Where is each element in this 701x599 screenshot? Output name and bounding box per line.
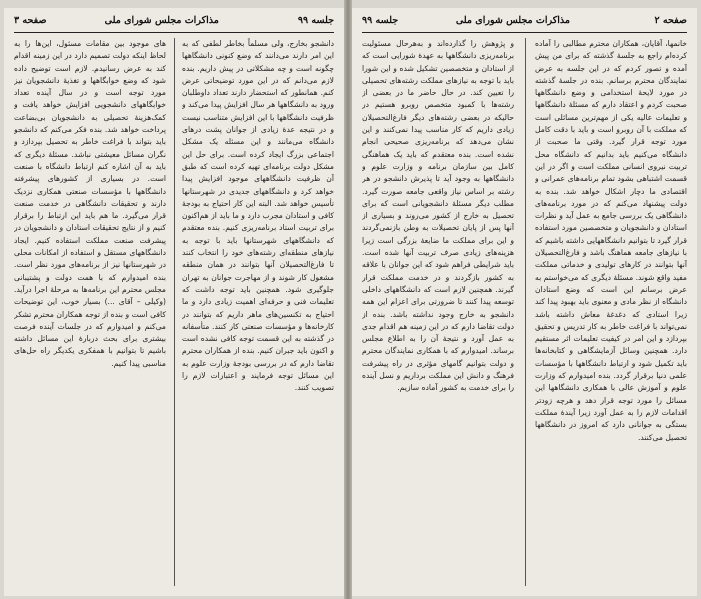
- right-page-header: [362, 14, 687, 30]
- column-text: دانشجو بخارج، ولی مسلماً بخاطر لطفی که به این امر دارند می‌دانند که وضع کنونی دانشگاهها چگونه است و چه مشکلاتی در پیش داریم. بنده لازم می‌دانم که در این مورد توضیحاتی عرض کنم. همانطور که استحضار دارند تعداد داوطلبان ورود به دانشگاهها هر سال افزایش پیدا می‌کند و ظرفیت دانشگاهها با این افزایش متناسب نیست و در نتیجه عدهٔ زیادی از جوانان پشت درهای دانشگاه می‌مانند و این مسئله یک مشکل اجتماعی بزرگ ایجاد کرده است. برای حل این مشکل دولت برنامه‌ای تهیه کرده است که طبق آن ظرفیت دانشگاههای موجود افزایش پیدا خواهد کرد و دانشگاههای جدیدی در شهرستانها تأسیس خواهد شد. البته این کار احتیاج به بودجهٔ کافی و استادان مجرب دارد و ما باید از هم‌اکنون برای تربیت استاد برنامه‌ریزی کنیم. بنده معتقدم که دانشگاههای شهرستانها باید با توجه به نیازهای منطقه‌ای رشته‌های خود را انتخاب کنند تا فارغ‌التحصیلان آنها بتوانند در همان منطقه مشغول کار شوند و از مهاجرت جوانان به تهران جلوگیری شود. همچنین باید توجه داشت که تعلیمات فنی و حرفه‌ای اهمیت زیادی دارد و ما احتیاج به تکنسین‌های ماهر داریم که بتوانند در کارخانه‌ها و مؤسسات صنعتی کار کنند. متأسفانه در گذشته به این قسمت توجه کافی نشده است و اکنون باید جبران کنیم. بنده از همکاران محترم تقاضا دارم که در بررسی بودجهٔ وزارت علوم به این مسائل توجه فرمایند و اعتبارات لازم را تصویب کنند.: [182, 39, 334, 393]
- right-page: [352, 8, 697, 596]
- left-page-header: [14, 14, 334, 30]
- page-number: صفحه ۲: [654, 15, 687, 26]
- book-gutter: [344, 0, 352, 599]
- column-divider: [174, 38, 175, 586]
- running-title: مذاکرات مجلس شورای ملی: [104, 15, 219, 26]
- column-text: خانمها، آقایان، همکاران محترم مطالبی را آماده کرده‌ام راجع به جلسهٔ گذشته که برای من پیش آمده و تصور کردم که در این جلسه به عرض نمایندگان محترم برسانم. بنده در جلسهٔ گذشته در مورد لایحهٔ استخدامی و وضع دانشگاهها صحبت کردم و اعتقاد دارم که مسئلهٔ دانشگاهها و تعلیمات عالیه یکی از مهم‌ترین مسائلی است که مملکت با آن روبرو است و باید با دقت کامل مورد توجه قرار گیرد. وقتی ما صحبت از دانشگاه می‌کنیم باید بدانیم که دانشگاه محل تربیت نیروی انسانی مملکت است و اگر در این قسمت اشتباهی بشود تمام برنامه‌های عمرانی و اقتصادی ما دچار اشکال خواهد شد. بنده به دولت پیشنهاد می‌کنم که در مورد برنامه‌های دانشگاهی یک بررسی جامع به عمل آید و نظرات استادان و دانشجویان و متخصصین مورد استفاده قرار گیرد تا بتوانیم دانشگاههایی داشته باشیم که با نیازهای جامعه هماهنگ باشد و فارغ‌التحصیلان آنها بتوانند در کارهای تولیدی و خدماتی مملکت مفید واقع شوند. مسئلهٔ دیگری که می‌خواستم به عرض برسانم این است که وضع استادان دانشگاه از نظر مادی و معنوی باید بهبود پیدا کند زیرا استادی که دغدغهٔ معاش داشته باشد نمی‌تواند با فراغت خاطر به کار تدریس و تحقیق بپردازد و این امر در کیفیت تعلیمات اثر مستقیم دارد. همچنین وسائل آزمایشگاهی و کتابخانه‌ها باید تکمیل شود و ارتباط دانشگاهها با مؤسسات علمی دنیا برقرار گردد. بنده امیدوارم که وزارت علوم و آموزش عالی با همکاری دانشگاهها این مسائل را مورد توجه قرار دهد و هرچه زودتر اقدامات لازم را به عمل آورد زیرا آیندهٔ مملکت بستگی به جوانانی دارد که امروز در دانشگاهها تحصیل می‌کنند.: [535, 39, 687, 442]
- header-rule: [14, 32, 334, 33]
- page-number: صفحه ۳: [14, 15, 47, 26]
- running-title: مذاکرات مجلس شورای ملی: [455, 15, 570, 26]
- column-divider: [525, 38, 526, 586]
- session-number: جلسه ۹۹: [362, 15, 399, 26]
- left-page: [4, 8, 344, 596]
- text-column-right: [535, 38, 687, 588]
- text-column-left: [14, 38, 166, 588]
- column-text: و پژوهش را گذارده‌اند و به‌هرحال مسئولیت برنامه‌ریزی دانشگاهها به عهدهٔ شورایی است که از استادان و متخصصین تشکیل شده و این شورا باید با توجه به نیازهای مملکت رشته‌های تحصیلی را تعیین کند. در حال حاضر ما در بعضی از رشته‌ها با کمبود متخصص روبرو هستیم در حالیکه در بعضی رشته‌های دیگر فارغ‌التحصیلان زیادی داریم که کار مناسب پیدا نمی‌کنند و این نشان می‌دهد که برنامه‌ریزی صحیحی انجام نشده است. بنده معتقدم که باید یک هماهنگی کامل بین سازمان برنامه و وزارت علوم و دانشگاهها به وجود آید تا پذیرش دانشجو در هر رشته بر اساس نیاز واقعی جامعه صورت گیرد. مطلب دیگر مسئلهٔ دانشجویانی است که برای تحصیل به خارج از کشور می‌روند و بسیاری از آنها پس از پایان تحصیلات به وطن بازنمی‌گردند و این برای مملکت ما ضایعهٔ بزرگی است زیرا هزینه‌های زیادی صرف تربیت آنها شده است. باید شرایطی فراهم شود که این جوانان با علاقه به کشور بازگردند و در خدمت مملکت قرار گیرند. همچنین لازم است که دانشگاههای داخلی توسعه پیدا کنند تا ضرورتی برای اعزام این همه دانشجو به خارج وجود نداشته باشد. بنده از دولت تقاضا دارم که در این زمینه هم اقدام جدی به عمل آورد و نتیجهٔ آن را به اطلاع مجلس برساند. امیدوارم که با همکاری نمایندگان محترم و دولت بتوانیم گامهای مؤثری در راه پیشرفت فرهنگ و دانش این مملکت برداریم و نسل آینده را برای خدمت به کشور آماده سازیم.: [362, 39, 514, 393]
- header-rule: [362, 32, 687, 33]
- column-text: های موجود بین مقامات مسئول، این‌ها را به لحاظ اینکه دولت تصمیم دارد در این زمینه اقدام کند به عرض رسانیدم. لازم است توضیح داده شود که وضع خوابگاهها و تغذیهٔ دانشجویان نیز مورد توجه است و در سال آینده تعداد خوابگاههای دانشجویی افزایش خواهد یافت و کمک‌هزینهٔ تحصیلی به دانشجویان بی‌بضاعت پرداخت خواهد شد. بنده فکر می‌کنم که دانشجو باید بتواند با فراغت خاطر به تحصیل بپردازد و نگران مسائل معیشتی نباشد. مسئلهٔ دیگری که باید به آن اشاره کنم ارتباط دانشگاه با صنعت است. در بسیاری از کشورهای پیشرفته دانشگاهها با مؤسسات صنعتی همکاری نزدیک دارند و تحقیقات دانشگاهی در خدمت صنعت قرار می‌گیرد. ما هم باید این ارتباط را برقرار کنیم و از نتایج تحقیقات استادان و دانشجویان در پیشرفت صنعت مملکت استفاده کنیم. ایجاد دانشگاههای مستقل و استفاده از امکانات محلی در شهرستانها نیز از برنامه‌های مورد نظر است. بنده امیدوارم که با همت دولت و پشتیبانی مجلس محترم این برنامه‌ها به مرحلهٔ اجرا درآید. (وکیلی – آقای ...) بسیار خوب، این توضیحات کافی است و بنده از توجه همکاران محترم تشکر می‌کنم و امیدوارم که در جلسات آینده فرصت بیشتری برای بحث دربارهٔ این مسائل داشته باشیم تا بتوانیم با همفکری یکدیگر راه حل‌های مناسبی پیدا کنیم.: [14, 39, 166, 368]
- text-column-left: [362, 38, 514, 588]
- text-column-right: [182, 38, 334, 588]
- session-number: جلسه ۹۹: [297, 15, 334, 26]
